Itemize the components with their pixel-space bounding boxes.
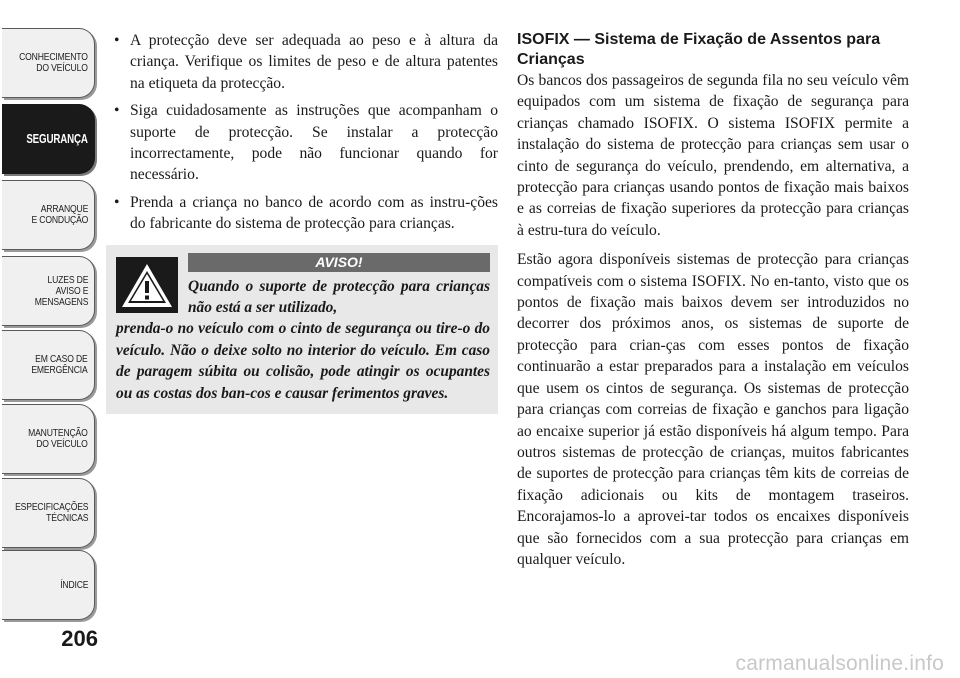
tab-seguranca[interactable] bbox=[2, 104, 95, 174]
left-column bbox=[108, 30, 498, 414]
warning-title: AVISO! bbox=[188, 253, 490, 272]
list-item: • Siga cuidadosamente as instruções que acompanham o suporte de protecção. Se instalar a protecção incorrectamente, pode não funcionar quando for necessário. bbox=[108, 100, 498, 186]
warning-body-text: prenda-o no veículo com o cinto de segurança ou tire-o do veículo. Não o deixe solto no interior do veículo. Em caso de paragem súbita ou colisão, pode atingir os ocupantes ou as costas dos ban-cos e causar ferimentos graves. bbox=[116, 320, 490, 402]
right-column bbox=[517, 30, 909, 578]
warning-box bbox=[106, 245, 498, 414]
tab-luzes-de-aviso[interactable] bbox=[2, 256, 95, 326]
section-heading: ISOFIX — Sistema de Fixação de Assentos para Crianças bbox=[517, 31, 881, 68]
tab-manutencao-do-veiculo[interactable] bbox=[2, 404, 95, 474]
warning-lead-text: Quando o suporte de protecção para crianças não está a ser utilizado, bbox=[188, 277, 490, 317]
tab-especificacoes-tecnicas[interactable] bbox=[2, 478, 95, 548]
warning-header bbox=[116, 253, 490, 319]
tab-label: SEGURANÇA bbox=[26, 131, 88, 146]
tab-em-caso-de-emergencia[interactable] bbox=[2, 330, 95, 400]
tab-label: ARRANQUE E CONDUÇÃO bbox=[31, 203, 88, 226]
tab-arranque-e-conducao[interactable] bbox=[2, 180, 95, 250]
tab-label: MANUTENÇÃO DO VEÍCULO bbox=[28, 427, 88, 450]
paragraph: Os bancos dos passageiros de segunda fila no seu veículo vêm equipados com um sistema de fixação de segurança para crianças chamado ISOFIX. O sistema ISOFIX permite a instalação do sistema de protecção para crianças sem usar o cinto de segurança do veículo, prendendo, em alternativa, a protecção para crianças usando pontos de fixação mais baixos e as correias de fixação superiores da protecção para crianças à estru-tura do veículo. bbox=[517, 72, 909, 239]
tab-label: ÍNDICE bbox=[59, 578, 88, 591]
tab-label: CONHECIMENTO DO VEÍCULO bbox=[19, 51, 88, 74]
list-item: • Prenda a criança no banco de acordo com as instru-ções do fabricante do sistema de protecção para crianças. bbox=[108, 192, 498, 235]
warning-lead bbox=[188, 253, 490, 319]
tab-indice[interactable] bbox=[2, 550, 95, 620]
list-item: • A protecção deve ser adequada ao peso e à altura da criança. Verifique os limites de peso e de altura patentes na etiqueta da protecção. bbox=[108, 30, 498, 94]
watermark: carmanualsonline.info bbox=[735, 652, 944, 675]
tab-label: LUZES DE AVISO E MENSAGENS bbox=[34, 273, 88, 308]
page-number: 206 bbox=[61, 626, 98, 651]
tab-label: EM CASO DE EMERGÊNCIA bbox=[31, 353, 88, 376]
paragraph: Estão agora disponíveis sistemas de protecção para crianças compatíveis com o sistema ISOFIX. No en-tanto, visto que os pontos de fixação mais baixos devem ser introduzidos no decorrer dos próximos anos, os sistemas de suporte de protecção para crian-ças com esses pontos de fixação continuarão a estar preparados para a instalação em veículos que usem os cintos de segurança. Os sistemas de protecção para crianças com correias de fixação e ganchos para ligação ao encaixe superior já estão disponíveis há algum tempo. Para outros sistemas de protecção de crianças, muitos fabricantes de suportes de protecção para crianças têm kits de correias de fixação adicionais ou kits de montagem traseiros. Encorajamos-lo a aprovei-tar todos os encaixes disponíveis que são fornecidos com a sua protecção para crianças em qualquer veículo. bbox=[517, 251, 909, 568]
tab-label: ESPECIFICAÇÕES TÉCNICAS bbox=[14, 501, 88, 524]
tab-conhecimento-do-veiculo[interactable] bbox=[2, 28, 95, 98]
warning-triangle-icon bbox=[116, 257, 178, 313]
bullet-list bbox=[108, 30, 498, 235]
